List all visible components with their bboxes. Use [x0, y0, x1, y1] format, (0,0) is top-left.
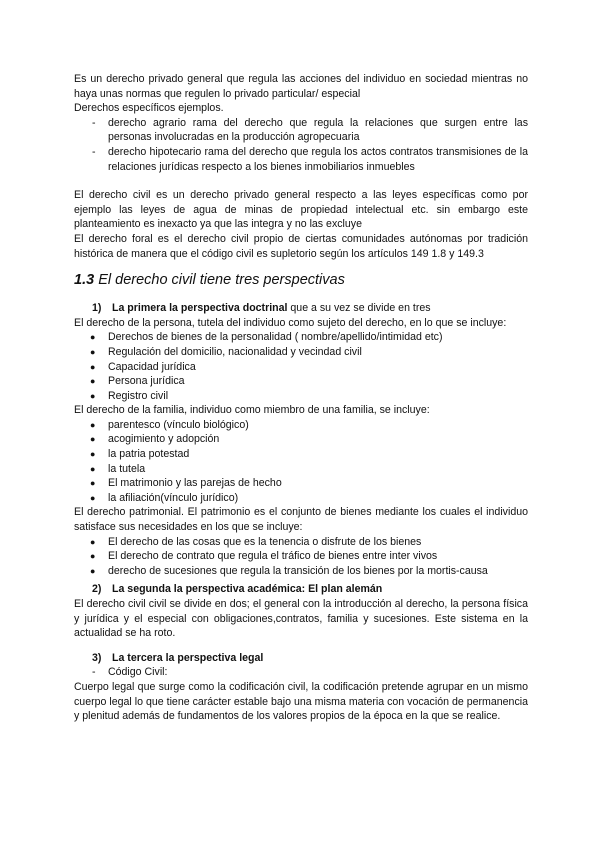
familia-intro: El derecho de la familia, individuo como miembro de una familia, se incluye:: [74, 404, 430, 417]
list-item: ● Registro civil: [90, 389, 169, 402]
bullet-marker: ●: [90, 463, 96, 474]
perspective-3-body: Cuerpo legal que surge como la codificación civil, la codificación pretende agrupar en un mismo cuerpo legal lo que tiene carácter estable bajo una misma materia con vocación de permanencia y plenitud además de fundamentos de los valores propios de la época en la que se realice.: [74, 680, 528, 723]
dash-marker: -: [92, 116, 96, 129]
dash-marker: -: [92, 145, 96, 158]
perspective-2-heading: 2) La segunda la perspectiva académica: El plan alemán: [92, 583, 383, 596]
list-item: ● Capacidad jurídica: [90, 360, 196, 373]
list-item: ● El matrimonio y las parejas de hecho: [90, 477, 282, 490]
intro-paragraph-1: Es un derecho privado general que regula las acciones del individuo en sociedad mientras no haya unas normas que regulen lo privado particular/ especial: [74, 73, 528, 100]
bullet-marker: ●: [90, 346, 96, 357]
bullet-marker: ●: [90, 376, 96, 387]
list-item: - derecho agrario rama del derecho que regula la relaciones que surgen entre las personas involucradas en la producción agropecuaria: [92, 116, 528, 144]
intro-paragraph-3: El derecho civil es un derecho privado general respecto a las leyes específicas como por ejemplo las leyes de agua de minas de propiedad intelectual etc. sin embargo este planteamiento es inexacto ya que las integra y no las excluye: [74, 189, 528, 231]
bullet-marker: ●: [90, 536, 96, 547]
bullet-marker: ●: [90, 361, 96, 372]
perspective-3-heading: 3) La tercera la perspectiva legal: [92, 651, 264, 664]
bullet-marker: ●: [90, 565, 96, 576]
persona-intro: El derecho de la persona, tutela del individuo como sujeto del derecho, en lo que se incluye:: [74, 316, 507, 329]
codigo-civil-item: - Código Civil:: [92, 666, 168, 679]
patrimonial-list: [90, 535, 528, 579]
patrimonial-intro: El derecho patrimonial. El patrimonio es el conjunto de bienes mediante los cuales el individuo satisface sus necesidades en los que se incluye:: [74, 506, 528, 534]
bullet-marker: ●: [90, 419, 96, 430]
list-item: ● la patria potestad: [90, 448, 190, 461]
perspective-1-title: La primera la perspectiva doctrinal: [112, 302, 288, 315]
bullet-marker: ●: [90, 390, 96, 401]
section-number: 1.3: [74, 272, 95, 289]
intro-paragraph-2: Derechos específicos ejemplos.: [74, 102, 224, 115]
list-item: ● parentesco (vínculo biológico): [90, 418, 249, 431]
list-item: ● la afiliación(vínculo jurídico): [90, 491, 239, 504]
list-item: ● derecho de sucesiones que regula la transición de los bienes por la mortis-causa: [90, 564, 488, 577]
perspective-2-body: El derecho civil civil se divide en dos; el general con la introducción al derecho, la persona física y jurídica y el especial con obligaciones,contratos, familia y sucesiones. Este sistema en la actualidad se ha roto.: [74, 598, 528, 640]
perspective-3-title: La tercera la perspectiva legal: [112, 651, 264, 664]
perspective-2-title: La segunda la perspectiva académica: El plan alemán: [112, 583, 383, 596]
persona-list: [90, 330, 528, 403]
intro-paragraph-4: El derecho foral es el derecho civil propio de ciertas comunidades autónomas por tradición histórica de manera que el código civil es supletorio según los artículos 149 1.8 y 149.3: [74, 232, 528, 260]
specific-rights-list: [92, 116, 528, 174]
section-title: El derecho civil tiene tres perspectivas: [98, 272, 345, 289]
perspective-1-title-rest: que a su vez se divide en tres: [287, 302, 431, 315]
list-item: ● Derechos de bienes de la personalidad ( nombre/apellido/intimidad etc): [90, 331, 443, 344]
list-item: ● El derecho de contrato que regula el tráfico de bienes entre inter vivos: [90, 550, 438, 563]
bullet-marker: ●: [90, 332, 96, 343]
list-item: ● El derecho de las cosas que es la tenencia o disfrute de los bienes: [90, 535, 422, 548]
familia-list: [90, 418, 528, 506]
section-heading: [74, 271, 528, 289]
bullet-marker: ●: [90, 551, 96, 562]
list-item: ● Persona jurídica: [90, 375, 185, 388]
list-item: ● acogimiento y adopción: [90, 433, 220, 446]
perspective-1-heading: 1) La primera la perspectiva doctrinal que a su vez se divide en tres: [92, 302, 431, 315]
list-item: ● la tutela: [90, 462, 146, 475]
list-item: - derecho hipotecario rama del derecho que regula los actos contratos transmisiones de la relaciones jurídicas respecto a los bienes inmobiliarios inmuebles: [92, 145, 528, 173]
bullet-marker: ●: [90, 434, 96, 445]
bullet-marker: ●: [90, 449, 96, 460]
list-item: ● Regulación del domicilio, nacionalidad y vecindad civil: [90, 345, 362, 358]
dash-marker: -: [92, 666, 96, 679]
bullet-marker: ●: [90, 492, 96, 503]
bullet-marker: ●: [90, 478, 96, 489]
